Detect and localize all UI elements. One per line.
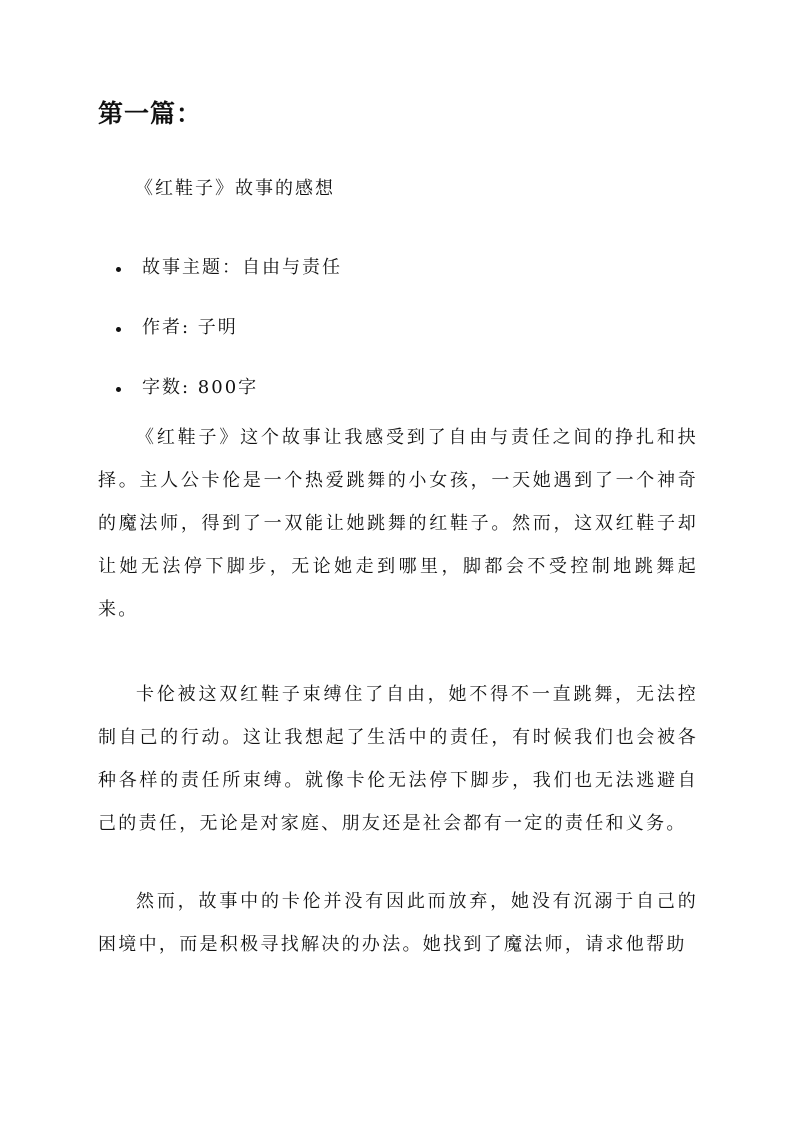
bullet-icon <box>116 387 121 392</box>
list-item-text: 作者: 子明 <box>142 317 238 338</box>
essay-title: 《红鞋子》故事的感想 <box>135 178 335 199</box>
list-item-text: 故事主题：自由与责任 <box>142 257 342 278</box>
body-paragraph-1: 《红鞋子》这个故事让我感受到了自由与责任之间的挣扎和抉择。主人公卡伦是一个热爱跳舞的小女孩，一天她遇到了一个神奇的魔法师，得到了一双能让她跳舞的红鞋子。然而，这双红鞋子却让她无法停下脚步，无论她走到哪里，脚都会不受控制地跳舞起来。 <box>98 427 698 620</box>
bullet-icon <box>116 267 121 272</box>
body-paragraph-3: 然而，故事中的卡伦并没有因此而放弃，她没有沉溺于自己的困境中，而是积极寻找解决的办法。她找到了魔法师，请求他帮助 <box>98 891 698 955</box>
list-item-wordcount <box>116 356 342 416</box>
list-item-theme <box>116 236 342 296</box>
list-item-author <box>116 296 342 356</box>
info-list <box>116 236 342 416</box>
list-item-text: 字数: 800字 <box>142 377 259 398</box>
bullet-icon <box>116 327 121 332</box>
body-paragraph-2: 卡伦被这双红鞋子束缚住了自由，她不得不一直跳舞，无法控制自己的行动。这让我想起了生活中的责任，有时候我们也会被各种各样的责任所束缚。就像卡伦无法停下脚步，我们也无法逃避自己的责任，无论是对家庭、朋友还是社会都有一定的责任和义务。 <box>98 684 698 834</box>
section-heading: 第一篇： <box>98 99 203 128</box>
